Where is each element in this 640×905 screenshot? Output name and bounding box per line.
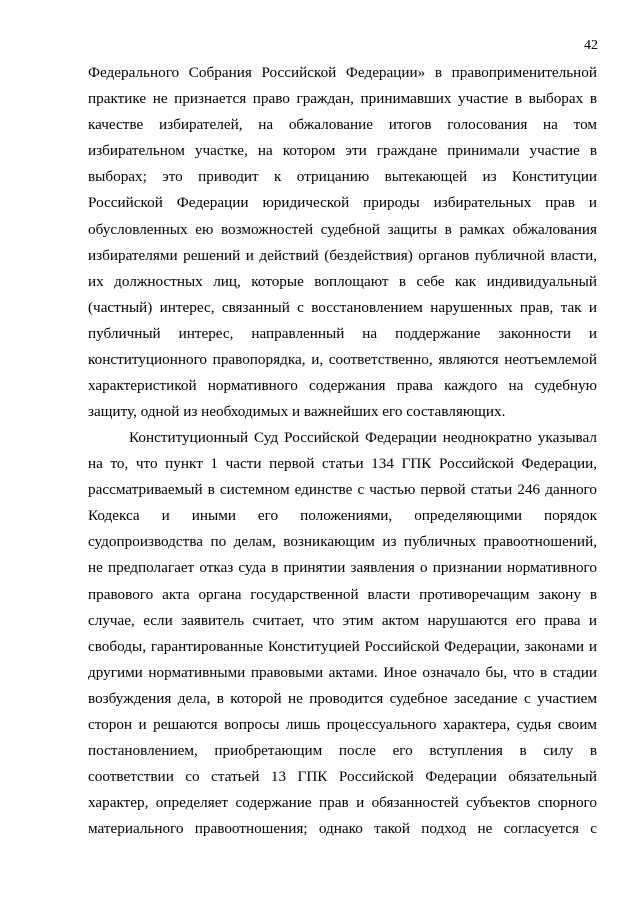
- text-line: правового акта органа государственной власти противоречащим закону в: [88, 585, 597, 603]
- paragraph-2: [88, 425, 597, 843]
- text-line: публичный интерес, направленный на поддержание законности и: [88, 324, 597, 342]
- text-line: защиту, одной из необходимых и важнейших его составляющих.: [88, 403, 506, 421]
- text-line: судопроизводства по делам, возникающим из публичных правоотношений,: [88, 533, 597, 551]
- text-line: случае, если заявитель считает, что этим актом нарушаются его права и: [88, 611, 597, 629]
- text-line: материального правоотношения; однако такой подход не согласуется с: [88, 820, 597, 838]
- text-line: соответствии со статьей 13 ГПК Российской Федерации обязательный: [88, 768, 597, 786]
- page-number: 42: [584, 38, 598, 53]
- text-line: их должностных лиц, которые воплощают в себе как индивидуальный: [88, 272, 597, 290]
- text-line: рассматриваемый в системном единстве с частью первой статьи 246 данного: [88, 481, 597, 499]
- text-line: характер, определяет содержание прав и обязанностей субъектов спорного: [88, 794, 597, 812]
- text-line: избирателями решений и действий (бездействия) органов публичной власти,: [88, 246, 597, 264]
- text-line: качестве избирателей, на обжалование итогов голосования на том: [88, 116, 597, 134]
- text-line: характеристикой нормативного содержания права каждого на судебную: [88, 377, 597, 395]
- text-line: (частный) интерес, связанный с восстановлением нарушенных прав, так и: [88, 298, 597, 316]
- text-line: обусловленных ею возможностей судебной защиты в рамках обжалования: [88, 220, 597, 238]
- paragraph-1: [88, 60, 597, 425]
- text-line: выборах; это приводит к отрицанию вытекающей из Конституции: [88, 168, 597, 186]
- text-line: конституционного правопорядка, и, соответственно, являются неотъемлемой: [88, 351, 597, 369]
- text-line: Кодекса и иными его положениями, определяющими порядок: [88, 507, 597, 525]
- text-line: свободы, гарантированные Конституцией Российской Федерации, законами и: [88, 637, 597, 655]
- text-line: Конституционный Суд Российской Федерации неоднократно указывал: [129, 429, 597, 446]
- text-line: сторон и решаются вопросы лишь процессуального характера, судья своим: [88, 716, 597, 734]
- text-line: Российской Федерации юридической природы избирательных прав и: [88, 194, 597, 212]
- text-line: избирательном участке, на котором эти граждане принимали участие в: [88, 142, 597, 160]
- text-line: другими нормативными правовыми актами. Иное означало бы, что в стадии: [88, 663, 597, 681]
- text-line: не предполагает отказ суда в принятии заявления о признании нормативного: [88, 559, 597, 577]
- text-line: возбуждения дела, в которой не проводится судебное заседание с участием: [88, 689, 597, 707]
- text-line: на то, что пункт 1 части первой статьи 134 ГПК Российской Федерации,: [88, 455, 597, 473]
- text-line: Федерального Собрания Российской Федерации» в правоприменительной: [88, 64, 597, 81]
- text-line: практике не признается право граждан, принимавших участие в выборах в: [88, 90, 597, 108]
- text-line: постановлением, приобретающим после его вступления в силу в: [88, 742, 597, 760]
